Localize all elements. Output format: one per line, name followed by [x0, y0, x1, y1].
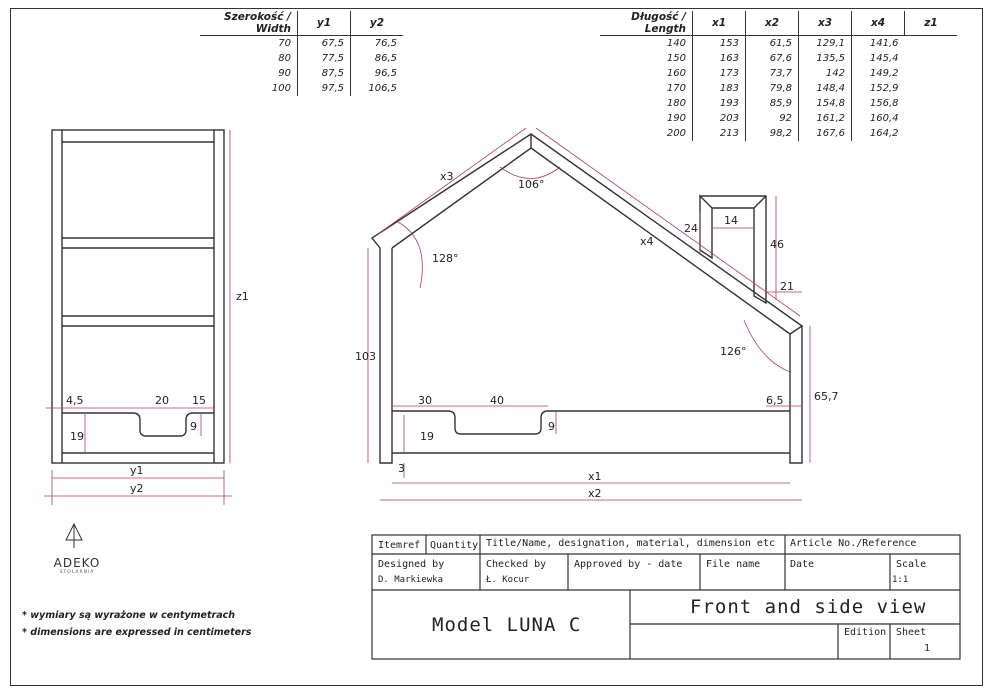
- tb-title-header: Title/Name, designation, material, dimension etc: [486, 538, 775, 549]
- tb-edition: Edition: [844, 627, 887, 638]
- angle-106: 106°: [518, 178, 545, 191]
- dim-9: 9: [190, 420, 197, 433]
- tb-sheet-value: 1: [924, 643, 931, 654]
- dim-30: 30: [418, 394, 432, 407]
- table-cell: 79,8: [746, 81, 799, 96]
- table-cell: 97,5: [298, 81, 351, 96]
- table-cell: 180: [666, 98, 686, 109]
- table-cell: 100: [271, 83, 291, 94]
- table-cell: 153: [693, 36, 746, 52]
- tb-checked-by: Checked by: [486, 559, 547, 570]
- dim-65: 6,5: [766, 394, 784, 407]
- x3-header: x3: [799, 11, 852, 36]
- table-cell: 77,5: [298, 51, 351, 66]
- tb-sheet: Sheet: [896, 627, 927, 638]
- table-cell: 190: [666, 113, 686, 124]
- table-cell: 193: [693, 96, 746, 111]
- table-cell: 87,5: [298, 66, 351, 81]
- table-cell: 161,2: [799, 111, 852, 126]
- tb-quantity: Quantity: [430, 540, 479, 551]
- dim-40: 40: [490, 394, 504, 407]
- table-cell: 86,5: [351, 51, 404, 66]
- table-cell: 85,9: [746, 96, 799, 111]
- dim-46: 46: [770, 238, 784, 251]
- table-cell: 164,2: [852, 126, 905, 141]
- dim-14: 14: [724, 214, 738, 227]
- table-cell: 96,5: [351, 66, 404, 81]
- dim-9b: 9: [548, 420, 555, 433]
- table-cell: 90: [278, 68, 291, 79]
- table-cell: 140: [666, 38, 686, 49]
- note-pl: * wymiary są wyrażone w centymetrach: [22, 610, 236, 621]
- tb-model: Model LUNA C: [432, 614, 582, 636]
- width-header: Szerokość / Width: [200, 11, 298, 36]
- table-cell: 141,6: [852, 36, 905, 52]
- tb-view: Front and side view: [690, 596, 927, 618]
- table-cell: 150: [666, 53, 686, 64]
- table-cell: 170: [666, 83, 686, 94]
- dim-20: 20: [155, 394, 169, 407]
- dim-y2: y2: [130, 482, 144, 495]
- tb-approved: Approved by - date: [574, 559, 683, 570]
- logo-sub: STOLARNIA: [59, 570, 95, 575]
- table-cell: 92: [746, 111, 799, 126]
- tb-itemref: Itemref: [378, 540, 421, 551]
- table-cell: 135,5: [799, 51, 852, 66]
- dim-21: 21: [780, 280, 794, 293]
- dim-15: 15: [192, 394, 206, 407]
- table-cell: 152,9: [852, 81, 905, 96]
- angle-126: 126°: [720, 345, 747, 358]
- tb-designed-by: Designed by: [378, 559, 445, 570]
- tb-checker: Ł. Kocur: [486, 575, 530, 585]
- dim-3: 3: [398, 462, 405, 475]
- dim-x4: x4: [640, 235, 654, 248]
- dim-19b: 19: [420, 430, 434, 443]
- z1-header: z1: [905, 11, 958, 36]
- right-post: [790, 326, 802, 463]
- angle-128: 128°: [432, 252, 459, 265]
- dim-45: 4,5: [66, 394, 84, 407]
- logo-name: ADEKO: [53, 556, 101, 570]
- table-cell: 70: [278, 38, 291, 49]
- table-cell: 160,4: [852, 111, 905, 126]
- front-rail-cutout: [392, 411, 790, 434]
- table-cell: 142: [799, 66, 852, 81]
- dim-657: 65,7: [814, 390, 839, 403]
- table-cell: 200: [666, 128, 686, 139]
- y2-header: y2: [351, 11, 404, 36]
- table-cell: 73,7: [746, 66, 799, 81]
- tb-designer: D. Markiewka: [378, 575, 444, 585]
- table-cell: 76,5: [351, 36, 404, 52]
- length-header: Długość / Length: [600, 11, 693, 36]
- table-cell: 80: [278, 53, 291, 64]
- table-cell: 67,5: [298, 36, 351, 52]
- table-cell: 160: [666, 68, 686, 79]
- dim-103: 103: [355, 350, 376, 363]
- y1-header: y1: [298, 11, 351, 36]
- table-cell: 129,1: [799, 36, 852, 52]
- table-cell: 61,5: [746, 36, 799, 52]
- note-en: * dimensions are expressed in centimeters: [22, 627, 252, 638]
- table-cell: 167,6: [799, 126, 852, 141]
- table-cell: 148,4: [799, 81, 852, 96]
- x2-header: x2: [746, 11, 799, 36]
- table-cell: 156,8: [852, 96, 905, 111]
- table-cell: 67,6: [746, 51, 799, 66]
- tb-file-name: File name: [706, 559, 761, 570]
- table-cell: 173: [693, 66, 746, 81]
- table-cell: 145,4: [852, 51, 905, 66]
- tb-article: Article No./Reference: [790, 538, 917, 549]
- table-cell: 98,2: [746, 126, 799, 141]
- dim-24: 24: [684, 222, 698, 235]
- table-cell: 203: [693, 111, 746, 126]
- dim-z1: z1: [236, 290, 249, 303]
- adeko-logo: [42, 522, 112, 575]
- table-cell: 213: [693, 126, 746, 141]
- tb-scale: Scale: [896, 559, 927, 570]
- tb-date: Date: [790, 559, 815, 570]
- dim-y1: y1: [130, 464, 144, 477]
- dim-19: 19: [70, 430, 84, 443]
- table-cell: 154,8: [799, 96, 852, 111]
- table-cell: 106,5: [351, 81, 404, 96]
- x4-header: x4: [852, 11, 905, 36]
- dim-x3: x3: [440, 170, 454, 183]
- table-cell: 183: [693, 81, 746, 96]
- tb-scale-value: 1:1: [892, 575, 909, 585]
- dim-x2: x2: [588, 487, 602, 500]
- x1-header: x1: [693, 11, 746, 36]
- left-post: [380, 248, 392, 463]
- table-cell: 149,2: [852, 66, 905, 81]
- table-cell: 163: [693, 51, 746, 66]
- dim-x1: x1: [588, 470, 602, 483]
